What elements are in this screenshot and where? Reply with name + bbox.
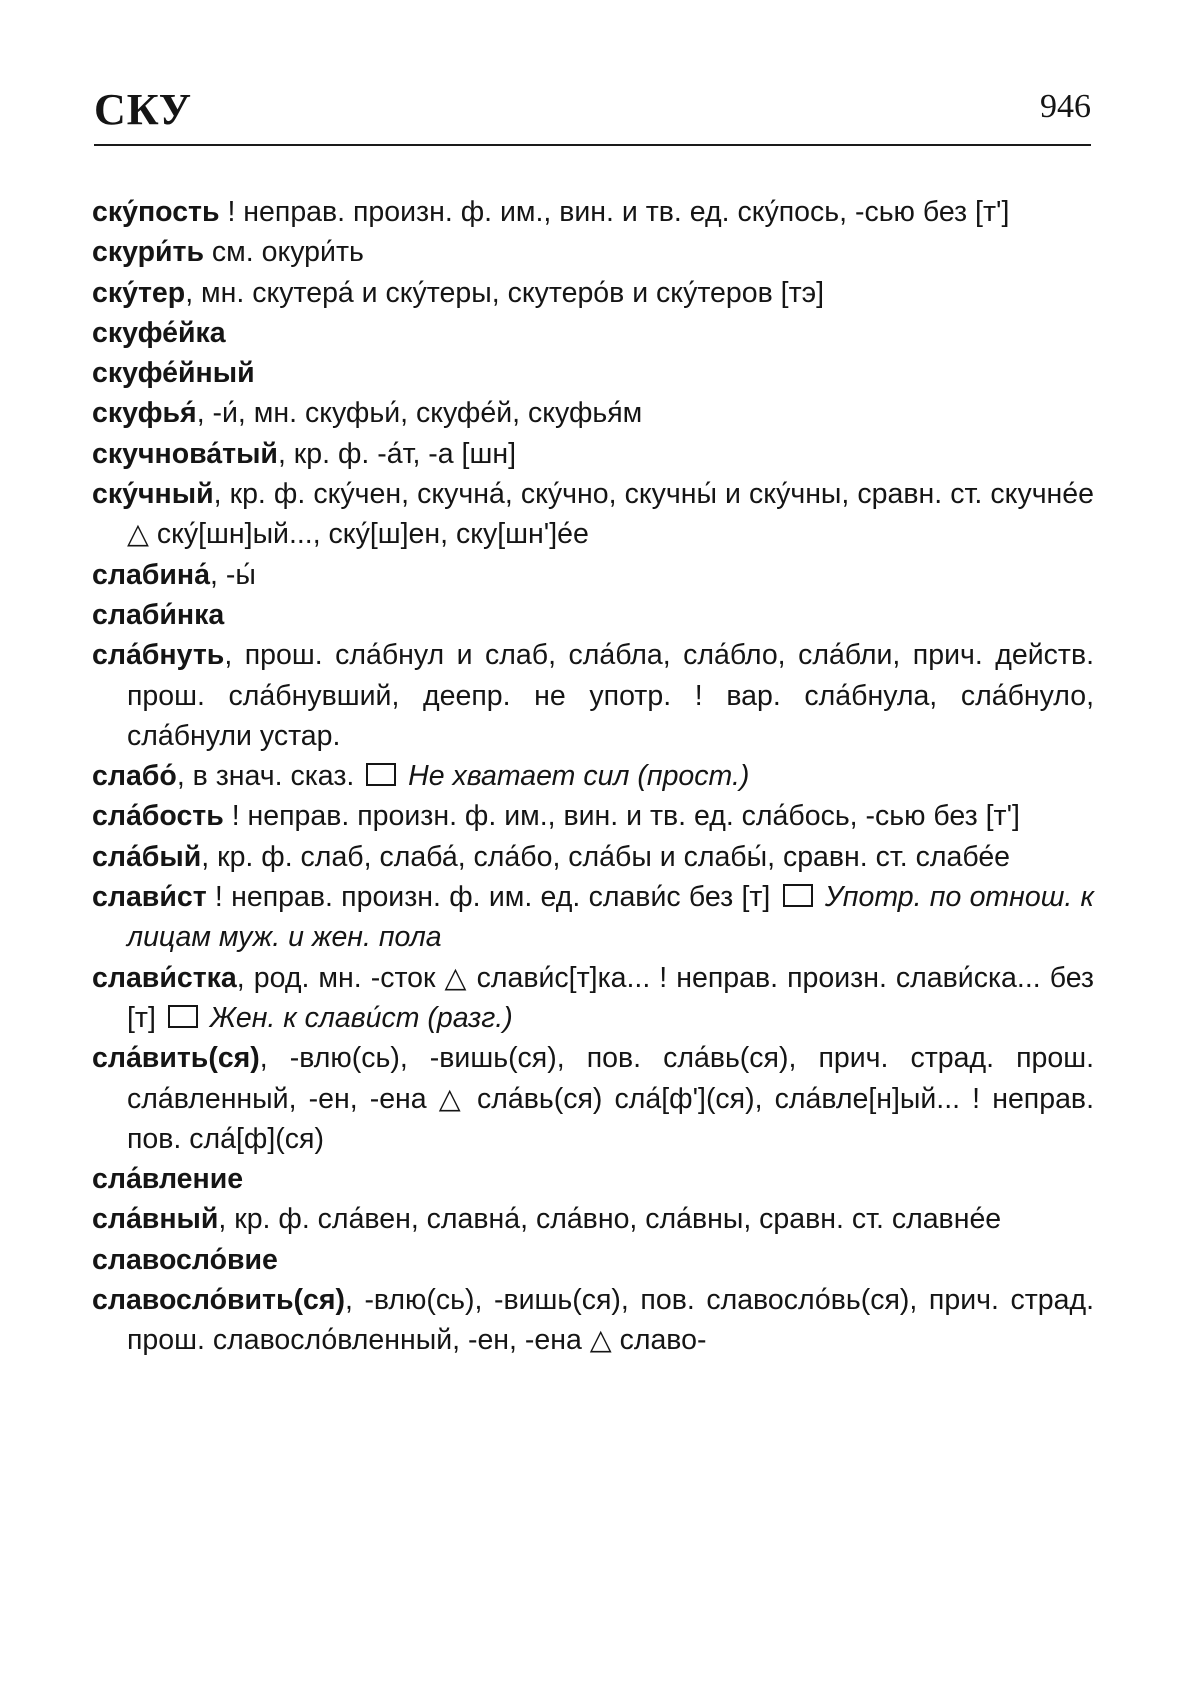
dictionary-entry (92, 1038, 1094, 1159)
entry-body: , -ы́ (210, 558, 256, 591)
dictionary-entry (92, 192, 1094, 232)
entry-body: , -влю(сь), -вишь(ся), пов. сла́вь(ся), прич. страд. прош. сла́вленный, -ен, -ена △ сла́вь(ся) сла́[ф'](ся), сла́вле[н]ый... ! неправ. пов. сла́[ф](ся) (127, 1042, 1094, 1155)
entry-lemma: скуфе́йный (92, 357, 255, 390)
page-number: 946 (1040, 88, 1091, 125)
entry-lemma: скучнова́тый (92, 437, 278, 470)
entry-lemma: ску́чный (92, 478, 214, 511)
dictionary-entry (92, 756, 1094, 796)
dictionary-entry (92, 958, 1094, 1039)
entry-lemma: скуфе́йка (92, 316, 226, 349)
meaning-box-icon (783, 884, 813, 907)
entry-body: , мн. скутера́ и ску́теры, скутеро́в и ску́теров [тэ] (185, 276, 825, 309)
entry-body: , кр. ф. слаб, слаба́, сла́бо, сла́бы и слабы́, сравн. ст. слабе́е (201, 840, 1011, 873)
entry-lemma: сла́бый (92, 840, 202, 873)
entry-lemma: слаби́нка (92, 598, 225, 631)
dictionary-entry (92, 877, 1094, 958)
dictionary-entries (92, 192, 1094, 1361)
entry-box-note: Не хватает сил (прост.) (408, 760, 750, 793)
entry-lemma: сла́бость (92, 800, 224, 833)
entry-lemma: славосло́вие (92, 1243, 278, 1276)
dictionary-entry (92, 313, 1094, 353)
dictionary-entry (92, 595, 1094, 635)
entry-box-note: Употр. по отнош. к лицам муж. и жен. пола (127, 881, 1094, 954)
dictionary-entry (92, 434, 1094, 474)
entry-box-note: Жен. к слави́ст (разг.) (209, 1001, 513, 1034)
entry-lemma: скуфья́ (92, 397, 197, 430)
entry-body: ! неправ. произн. ф. им., вин. и тв. ед. сла́бось, -сью без [т'] (223, 800, 1020, 833)
entry-body: , кр. ф. -а́т, -а [шн] (277, 437, 517, 470)
entry-lemma: скури́ть (92, 236, 204, 269)
entry-body: , -влю(сь), -вишь(ся), пов. славосло́вь(ся), прич. страд. прош. славосло́вленный, -ен, -ена △ славо- (127, 1284, 1094, 1357)
entry-body: , род. мн. -сток △ слави́с[т]ка... ! неправ. произн. слави́ска... без [т] (127, 961, 1094, 1034)
dictionary-entry (92, 1199, 1094, 1239)
dictionary-entry (92, 273, 1094, 313)
dictionary-entry (92, 1159, 1094, 1199)
dictionary-entry (92, 796, 1094, 836)
entry-lemma: ску́пость (92, 196, 220, 228)
entry-body: ! неправ. произн. ф. им., вин. и тв. ед. ску́пось, -сью без [т'] (219, 196, 1010, 228)
entry-body: ! неправ. произн. ф. им. ед. слави́с без [т] (206, 881, 771, 914)
entry-body: , кр. ф. сла́вен, славна́, сла́вно, сла́вны, сравн. ст. славне́е (218, 1203, 1002, 1236)
entry-body: , кр. ф. ску́чен, скучна́, ску́чно, скучны́ и ску́чны, сравн. ст. скучне́е △ ску́[шн]ый..., ску́[ш]ен, ску[шн']е́е (127, 478, 1094, 551)
entry-lemma: славосло́вить(ся) (92, 1284, 345, 1317)
dictionary-entry (92, 555, 1094, 595)
entry-lemma: слабо́ (92, 760, 177, 793)
entry-body: , -и́, мн. скуфьи́, скуфе́й, скуфья́м (196, 397, 643, 430)
entry-lemma: слави́стка (92, 961, 237, 994)
dictionary-entry (92, 353, 1094, 393)
entry-lemma: слави́ст (92, 881, 207, 914)
dictionary-entry (92, 635, 1094, 756)
entry-lemma: сла́вление (92, 1163, 244, 1196)
dictionary-entry (92, 393, 1094, 433)
dictionary-entry (92, 837, 1094, 877)
dictionary-entry (92, 1280, 1094, 1361)
meaning-box-icon (168, 1005, 198, 1028)
entry-body: , прош. сла́бнул и слаб, сла́бла, сла́бло, сла́бли, прич. действ. прош. сла́бнувший, деепр. не употр. ! вар. сла́бнула, сла́бнуло, сла́бнули устар. (127, 639, 1094, 752)
entry-body: см. окури́ть (204, 236, 364, 269)
dictionary-entry (92, 232, 1094, 272)
entry-lemma: сла́вный (92, 1203, 219, 1236)
entry-lemma: слабина́ (92, 558, 210, 591)
running-head: СКУ (94, 85, 193, 134)
entry-lemma: сла́бнуть (92, 639, 225, 672)
entry-body: , в знач. сказ. (176, 760, 355, 793)
dictionary-entry (92, 474, 1094, 555)
entry-lemma: сла́вить(ся) (92, 1042, 260, 1075)
meaning-box-icon (366, 763, 396, 786)
page-header (94, 78, 1091, 146)
entry-lemma: ску́тер (92, 276, 186, 309)
dictionary-entry (92, 1240, 1094, 1280)
